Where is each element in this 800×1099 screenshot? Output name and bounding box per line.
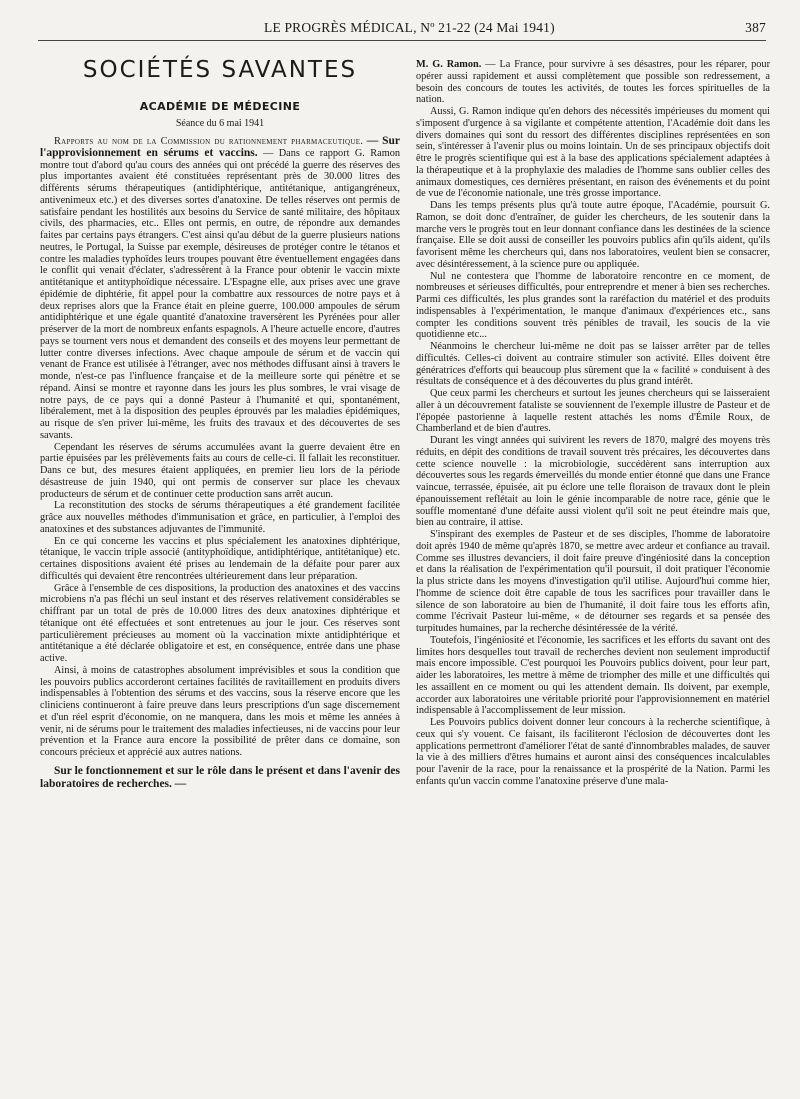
paragraph: Les Pouvoirs publics doivent donner leur concours à la recherche scientifique, à ceux qui s'y vouent. Ce faisant, ils faciliteront l'éclosion de découvertes dont les applications permettront d'améliorer l'état de santé d'innombrables malades, de sauver la vie à des milliers d'êtres humains et auront ainsi des conséquences incalculables pour l'avenir de la race, pour la renaissance et la prospérité de la Nation. Parmi les enfants qu'un vaccin comme l'anatoxine préserve d'une mala- bbox=[416, 717, 770, 787]
paragraph: Nul ne contestera que l'homme de laboratoire rencontre en ce moment, de nombreuses et sérieuses difficultés, pour entreprendre et mener à bien ses recherches. Parmi ces difficultés, les plus grandes sont la raréfaction du matériel et des produits indispensables à l'expérimentation, le manque d'animaux d'expériences etc., sans compter les conditions souvent très pénibles de travail, les soucis de la vie quotidienne etc... bbox=[416, 270, 770, 341]
paragraph: Durant les vingt années qui suivirent les revers de 1870, malgré des moyens très réduits, en dépit des conditions de travail souvent très précaires, les découvertes dans cette science nouvelle : la microbiologie, succédèrent sans interruption aux découvertes sous les regards émerveillés du monde entier étonné que dans une France vaincue, terrassée, épuisée, ait pu éclore une telle floraison de travaux dont le plein épanouissement reflétait au loin le génie incomparable de notre race, génie que le souffle momentané d'une défaite aussi violent qu'il soit ne peut éteindre mais que, bien au contraire, il attise. bbox=[416, 435, 770, 529]
report-text: — Dans ce rapport G. Ramon montre tout d'abord qu'au cours des années qui ont précédé la guerre des réserves des plus importantes avaient été constituées représentant près de 30.000 litres des différents sérums thérapeutiques (antidiphtérique, antitétanique, antigangréneux, antivenimeux etc.) et des diverses sortes d'anatoxine. De telles réserves ont permis de satisfaire pendant les hostilités aux besoins du Service de santé militaire, des hôpitaux civils, des pharmacies, etc.. Elles ont permis, en outre, de répondre aux demandes faites par certains pays étrangers. C'est ainsi qu'au début de la guerre plusieurs nations neutres, le Portugal, la Suisse par exemple, désireuses de protéger contre le tétanos et contre les maladies typhoïdes leurs troupes pouvant être éventuellement engagées dans le conflit qui venait d'éclater, s'adressèrent à la France pour obtenir le vaccin mixte antitétanique et antityphoïdique nécessaire. L'Espagne elle, aux prises avec une grave épidémie de diphtérie, fit appel pour la combattre aux ressources de notre pays et à deux reprises alors que la France était en pleine guerre, 100.000 ampoules de sérum antidiphtérique et une égale quantité d'anatoxine traversèrent les Pyrénées pour aller préserver de la mort de nombreux enfants espagnols. A l'heure actuelle encore, d'autres pays se tournent vers nous et demandent des conseils et des moyens leur permettant de lutter contre diverses infections. Avec chaque ampoule de sérum et de vaccin qui venant de France est utilisée à l'étranger, avec nos méthodes diffusant ainsi à travers le monde, n'est-ce pas l'influence française et de la meilleure sorte qui pénètre et se répand. Ainsi se montre et rayonne dans les jours les plus sombres, le vrai visage de notre pays, de ce pays qui a donné Pasteur à l'humanité et qui, spontanément, libéralement, met à la disposition des peuples éprouvés par les maladies épidémiques, au risque de s'en priver lui-même, les fruits des travaux et des découvertes de ses savants. bbox=[40, 147, 400, 441]
session-date: Séance du 6 mai 1941 bbox=[175, 118, 265, 129]
paragraph: Dans les temps présents plus qu'à toute autre époque, l'Académie, poursuit G. Ramon, se doit donc d'entraîner, de guider les chercheurs, de les soutenir dans la marche vers le progrès tout en leur donnant confiance dans les destinées de la science française. Elle se doit aussi de conseiller les pouvoirs publics afin qu'ils aident, qu'ils favorisent même les chercheurs qui, dans nos laboratoires, veulent bien se consacrer, avec désintéressement, à la science pure ou appliquée. bbox=[416, 200, 770, 270]
paragraph: Néanmoins le chercheur lui-même ne doit pas se laisser arrêter par de telles difficultés. Celles-ci doivent au contraire stimuler son activité. Elles doivent être génératrices d'efforts qui beaucoup plus sûrement que la « facilité » conduisent à des résultats de conséquence et à des découvertes du plus grand intérêt. bbox=[416, 341, 770, 388]
paragraph: Aussi, G. Ramon indique qu'en dehors des nécessités impérieuses du moment qui s'imposent d'urgence à sa vigilante et compétente attention, l'Académie doit dans les divers domaines qui sont du ressort des différentes disciplines représentées en son sein, s'intéresser à l'avenir plus ou moins lointain. Un de ses principaux objectifs doit être le progrès scientifique qui est à la base des applications spécialement adaptées à la thérapeutique et à la prophylaxie des maladies de l'homme sans oublier celles des animaux domestiques, ces dernières présentant, en raison des événements et du point de vue de l'économie nationale, une très grosse importance. bbox=[416, 106, 770, 200]
running-header bbox=[38, 20, 766, 38]
paragraph: Cependant les réserves de sérums accumulées avant la guerre devaient être en partie épuisées par les prélèvements faits au cours de celle-ci. Il fallait les reconstituer. Dans ce but, des mesures étaient appliquées, en premier lieu lors de la période désastreuse de juin 1940, qui ont permis de conserver sur place les chevaux producteurs de sérum et de continuer cette production sans arrêt aucun. bbox=[40, 441, 400, 500]
right-column bbox=[416, 59, 770, 1099]
paragraph: S'inspirant des exemples de Pasteur et de ses disciples, l'homme de laboratoire doit après 1940 de même qu'après 1870, se mettre avec ardeur et confiance au travail. Comme ses illustres devanciers, il doit faire preuve d'ingéniosité dans la conception et dans la réalisation de l'expérimentation qu'il poursuit, il doit pratiquer l'économie la plus stricte dans les moyens d'investigation qu'il utilise. Aujourd'hui comme hier, l'homme de science doit être capable de tous les sacrifices pour travailler dans le silence de son laboratoire au bien de l'humanité, il doit faire tous les efforts afin, comme l'écrivait Pasteur lui-même, « de détourner ses regards et sa pensée des turpitudes humaines, par la recherche désintéressée de la vérité. bbox=[416, 529, 770, 634]
page-number: 387 bbox=[745, 20, 766, 35]
author-name: M. G. Ramon. bbox=[416, 59, 482, 70]
paragraph: La reconstitution des stocks de sérums thérapeutiques a été grandement facilitée grâce aux nouvelles méthodes d'immunisation et grâce, en particulier, à l'emploi des anatoxines et des substances adjuvantes de l'immunité. bbox=[40, 500, 400, 535]
header-rule bbox=[38, 40, 766, 41]
left-column bbox=[40, 52, 400, 1092]
next-report-heading: Sur le fonctionnement et sur le rôle dans le présent et dans l'avenir des laboratoires de recherches. — bbox=[40, 764, 400, 790]
report-heading: Rapports au nom de la Commission du rationnement pharmaceutique. bbox=[54, 136, 364, 147]
paragraph: Que ceux parmi les chercheurs et surtout les jeunes chercheurs qui se laisseraient aller à un découvrement fataliste se souviennent de l'exemple illustre de Pasteur et de l'épopée pastorienne à laquelle restent attachés les noms d'Émile Roux, de Chamberland et de bien d'autres. bbox=[416, 388, 770, 435]
paragraph: Toutefois, l'ingéniosité et l'économie, les sacrifices et les efforts du savant ont des limites hors desquelles tout travail de recherches devient non seulement improductif mais encore impossible. C'est pourquoi les Pouvoirs publics doivent, pour leur part, aider les laboratoires, les mettre à même de triompher des mille et une difficultés qui les assaillent en ce moment ou qui les attendent demain. Ils doivent, par exemple, accorder aux laboratoires une véritable priorité pour l'approvisionnement en matériel indispensable à l'accomplissement de leur mission. bbox=[416, 634, 770, 717]
paragraph: En ce qui concerne les vaccins et plus spécialement les anatoxines diphtérique, tétanique, le vaccin triple associé (antityphoïdique, antidiphtérique, antitétanique) etc. certaines dispositions avaient été prises au lendemain de la défaite pour parer aux difficultés qui devaient être rencontrées ultérieurement dans leur préparation. bbox=[40, 535, 400, 582]
paragraph: Grâce à l'ensemble de ces dispositions, la production des anatoxines et des vaccins microbiens n'a pas fléchi un seul instant et des réserves relativement considérables se chiffrant par un total de près de 10.000 litres des deux anatoxines diphtérique et tétanique ont été effectuées et sont entretenues au jour le jour. Ces réserves sont particulièrement précieuses au moment où la vaccination mixte antidiphtérique et antitétanique a été déclarée obligatoire et est, en conséquence, entrée dans une phase active. bbox=[40, 582, 400, 664]
journal-title: LE PROGRÈS MÉDICAL, Nº 21-22 (24 Mai 1941) bbox=[264, 20, 555, 35]
paragraph: Ainsi, à moins de catastrophes absolument imprévisibles et sous la condition que les pouvoirs publics accorderont certaines facilités de ravitaillement en produits divers indispensables à l'obtention des sérums et des vaccins, sous la réserve encore que les cliniciens continueront à faire preuve dans leurs prescriptions d'un sage discernement et d'un réel esprit d'économie, on ne manquera, dans les mois et même les années à venir, ni de sérums pour le traitement des maladies infectieuses, ni de vaccins pour leur prévention et la France aura encore la possibilité de prêter dans ce domaine, son concours précieux et apprécié aux autres nations. bbox=[40, 664, 400, 758]
paragraph-rapport bbox=[40, 136, 400, 442]
report-subject: — Sur l'approvisionnement en sérums et vaccins. bbox=[40, 135, 400, 159]
paragraph-author bbox=[416, 59, 770, 106]
section-title: SOCIÉTÉS SAVANTES bbox=[82, 57, 358, 83]
author-text: — La France, pour survivre à ses désastres, pour les réparer, pour opérer aussi rapidement et aussi complètement que possible son redressement, a besoin des concours de toutes les activités, de toutes les forces spirituelles de la nation. bbox=[416, 59, 770, 106]
academy-title: ACADÉMIE DE MÉDECINE bbox=[139, 100, 301, 113]
